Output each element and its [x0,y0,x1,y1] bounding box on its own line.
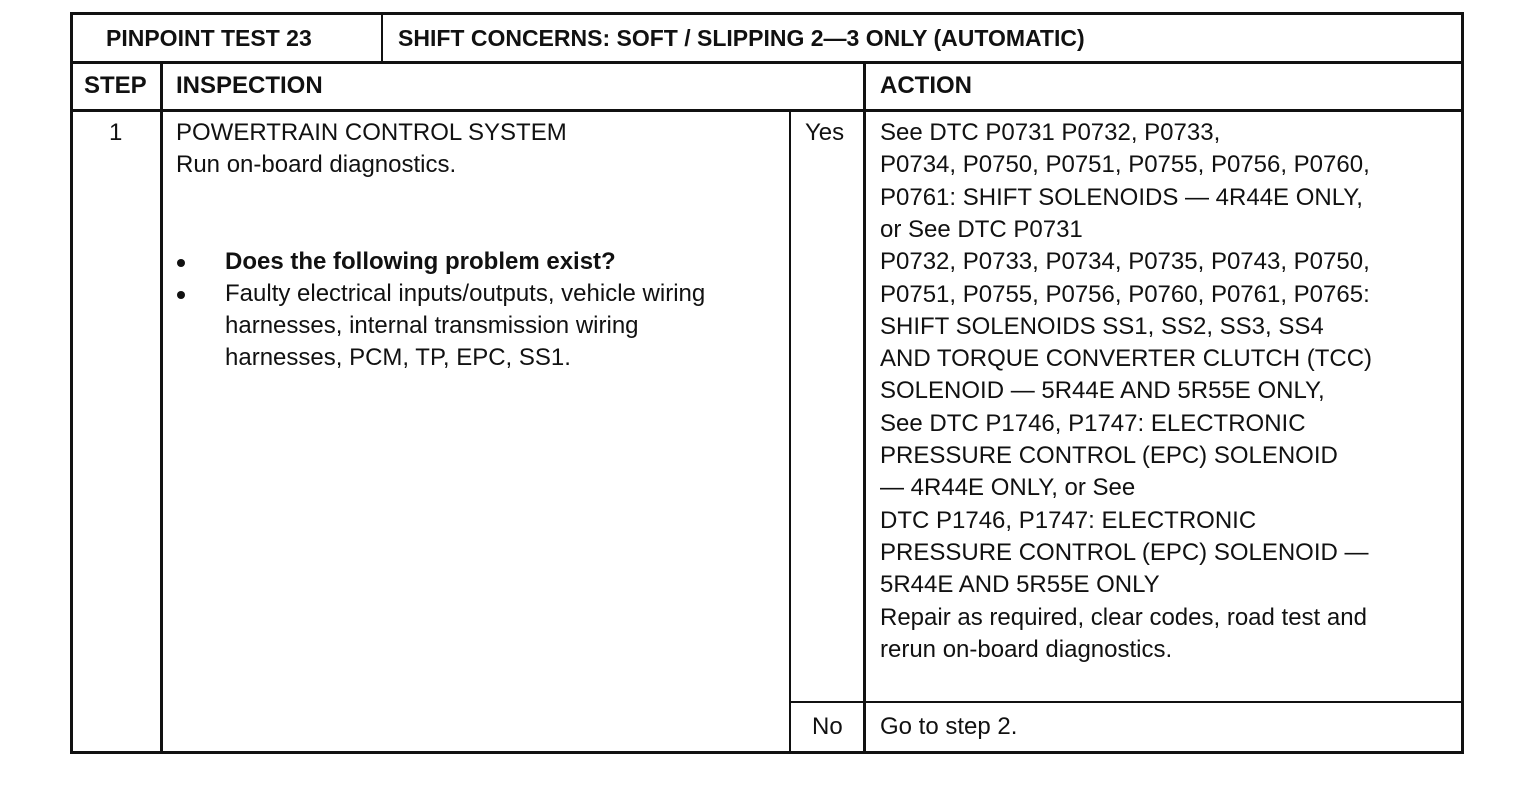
yes-action-line: SHIFT SOLENOIDS SS1, SS2, SS3, SS4 [880,312,1324,340]
yes-action-line: P0732, P0733, P0734, P0735, P0743, P0750, [880,248,1370,276]
yes-action-line: See DTC P1746, P1747: ELECTRONIC [880,409,1306,437]
bullet-icon [177,259,185,267]
step-number: 1 [109,119,123,146]
header-divider [70,61,1464,64]
yes-action-line: Repair as required, clear codes, road test and [880,603,1367,631]
yes-action-line: — 4R44E ONLY, or See [880,474,1136,502]
bullet-icon [177,291,185,299]
yes-no-divider [790,701,1464,703]
yes-action-line: PRESSURE CONTROL (EPC) SOLENOID [880,442,1338,469]
yes-action-line: See DTC P0731 P0732, P0733, [880,119,1221,146]
concern-title: SHIFT CONCERNS: SOFT / SLIPPING 2—3 ONLY (AUTOMATIC) [398,25,1085,51]
yes-label: Yes [805,119,845,146]
yes-action-line: P0761: SHIFT SOLENOIDS — 4R44E ONLY, [880,183,1363,211]
answer-column-divider [789,110,791,754]
inspection-column-heading: INSPECTION [176,72,323,99]
step-column-heading: STEP [84,72,147,99]
action-column-heading: ACTION [880,72,972,99]
column-header-divider [70,109,1464,112]
bullet-detail-line: harnesses, internal transmission wiring [225,312,639,339]
yes-action-line: PRESSURE CONTROL (EPC) SOLENOID — [880,538,1369,566]
yes-action-line: or See DTC P0731 [880,215,1083,243]
yes-action-line: DTC P1746, P1747: ELECTRONIC [880,506,1257,534]
no-action-text: Go to step 2. [880,713,1018,740]
yes-action-line: AND TORQUE CONVERTER CLUTCH (TCC) [880,345,1373,373]
no-label: No [812,713,843,740]
bullet-detail-line: Faulty electrical inputs/outputs, vehicle wiring [225,280,706,307]
yes-action-line: 5R44E AND 5R55E ONLY [880,571,1160,599]
yes-action-line: rerun on-board diagnostics. [880,635,1173,663]
title-divider [381,12,383,62]
step-column-divider [160,62,163,754]
test-title: PINPOINT TEST 23 [106,25,312,51]
inspection-title: POWERTRAIN CONTROL SYSTEM [176,119,567,146]
bullet-detail-line: harnesses, PCM, TP, EPC, SS1. [225,344,571,371]
action-column-divider [863,62,866,754]
yes-action-line: SOLENOID — 5R44E AND 5R55E ONLY, [880,377,1325,405]
inspection-instruction: Run on-board diagnostics. [176,151,457,178]
yes-action-line: P0734, P0750, P0751, P0755, P0756, P0760, [880,151,1370,179]
yes-action-line: P0751, P0755, P0756, P0760, P0761, P0765: [880,280,1370,308]
bullet-question: Does the following problem exist? [225,248,616,275]
